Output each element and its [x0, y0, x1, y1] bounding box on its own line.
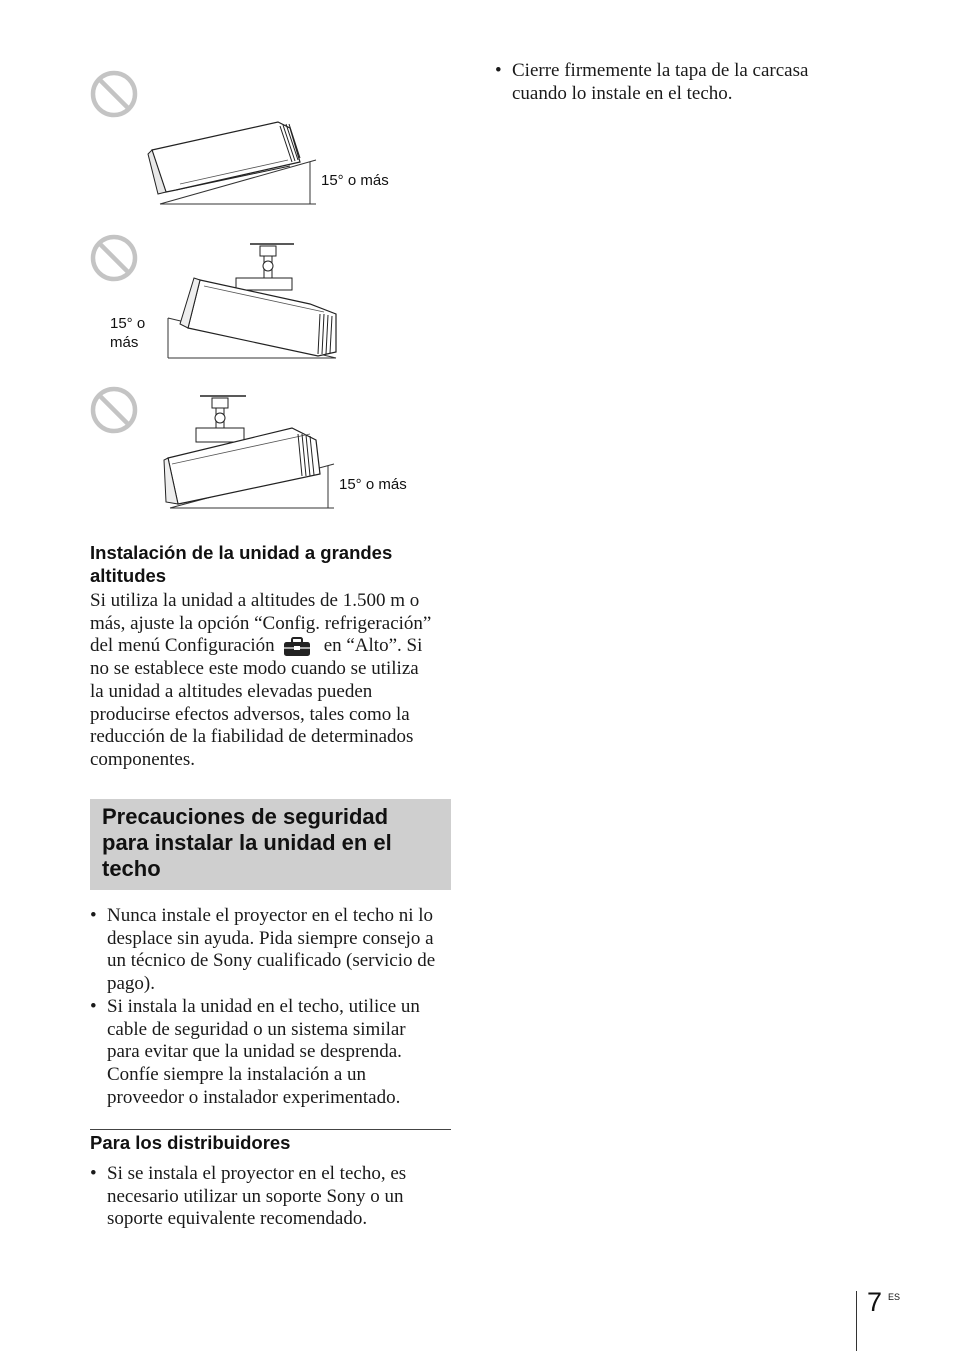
- title-line: para instalar la unidad en el: [102, 830, 392, 855]
- footer-divider: [856, 1291, 857, 1351]
- prohibited-icon-3: [90, 386, 138, 434]
- text-line: reducción de la fiabilidad de determinados: [90, 726, 414, 748]
- safety-bullet-1: [90, 905, 452, 996]
- projector-ceiling-mount-figure-3: [160, 394, 340, 514]
- high-altitude-paragraph: [90, 590, 452, 772]
- safety-section-title: [102, 804, 447, 882]
- title-line: Precauciones de seguridad: [102, 804, 389, 829]
- bullet-dot: •: [90, 1163, 97, 1184]
- language-code: ES: [888, 1292, 901, 1302]
- text-line: la unidad a altitudes elevadas pueden: [90, 680, 373, 702]
- right-bullet-1: [495, 60, 855, 105]
- text-line: pago).: [107, 973, 156, 995]
- text-line: cable de seguridad o un sistema similar: [107, 1018, 406, 1040]
- distributors-heading: Para los distribuidores: [90, 1132, 291, 1153]
- projector-tilted-figure-1: [140, 110, 340, 210]
- text-span: en “Alto”. Si: [323, 635, 423, 657]
- text-line: Cierre firmemente la tapa de la carcasa: [512, 60, 809, 81]
- distributors-bullet-1: [90, 1163, 452, 1231]
- text-line: soporte equivalente recomendado.: [107, 1208, 368, 1230]
- text-line: producirse efectos adversos, tales como la: [90, 703, 410, 725]
- prohibited-icon-2: [90, 234, 138, 282]
- prohibited-icon-1: [90, 70, 138, 118]
- high-altitude-heading-line2: altitudes: [90, 565, 167, 586]
- text-line: Si instala la unidad en el techo, utilice un: [107, 996, 420, 1017]
- text-line: componentes.: [90, 748, 196, 770]
- text-line: para evitar que la unidad se desprenda.: [107, 1041, 402, 1063]
- text-line: cuando lo instale en el techo.: [512, 82, 733, 104]
- text-line: no se establece este modo cuando se utiliza: [90, 658, 419, 680]
- bullet-text: [107, 905, 435, 996]
- text-line-with-icon: [90, 635, 452, 658]
- text-line: Si se instala el proyector en el techo, es: [107, 1163, 407, 1184]
- bullet-dot: •: [90, 905, 97, 926]
- safety-bullet-2: [90, 996, 452, 1110]
- bullet-text: [107, 996, 420, 1110]
- angle-label-1: 15° o más: [321, 172, 389, 189]
- text-line: Si utiliza la unidad a altitudes de 1.500 m o: [90, 590, 420, 611]
- angle-label-2-line1: 15° o: [110, 315, 146, 332]
- text-line: Nunca instale el proyector en el techo ni lo: [107, 905, 434, 926]
- bullet-dot: •: [90, 996, 97, 1017]
- bullet-dot: •: [495, 60, 502, 81]
- safety-section-header: [90, 799, 451, 890]
- text-line: necesario utilizar un soporte Sony o un: [107, 1185, 404, 1207]
- distributors-divider: [90, 1129, 451, 1130]
- high-altitude-heading-line1: Instalación de la unidad a grandes: [90, 542, 393, 563]
- bullet-text: [107, 1163, 406, 1231]
- text-line: Confíe siempre la instalación a un: [107, 1064, 367, 1086]
- text-line: proveedor o instalador experimentado.: [107, 1086, 401, 1108]
- projector-ceiling-mount-figure-2: [160, 242, 345, 362]
- toolbox-icon: [283, 637, 311, 657]
- angle-label-3: 15° o más: [339, 476, 407, 493]
- angle-label-2-line2: más: [110, 334, 139, 351]
- bullet-text: [512, 60, 808, 105]
- text-line: más, ajuste la opción “Config. refrigeración”: [90, 612, 432, 634]
- text-span: del menú Configuración: [90, 635, 275, 657]
- text-line: desplace sin ayuda. Pida siempre consejo a: [107, 927, 434, 949]
- page-number: 7: [867, 1287, 883, 1317]
- text-line: un técnico de Sony cualificado (servicio de: [107, 950, 436, 972]
- title-line: techo: [102, 856, 161, 881]
